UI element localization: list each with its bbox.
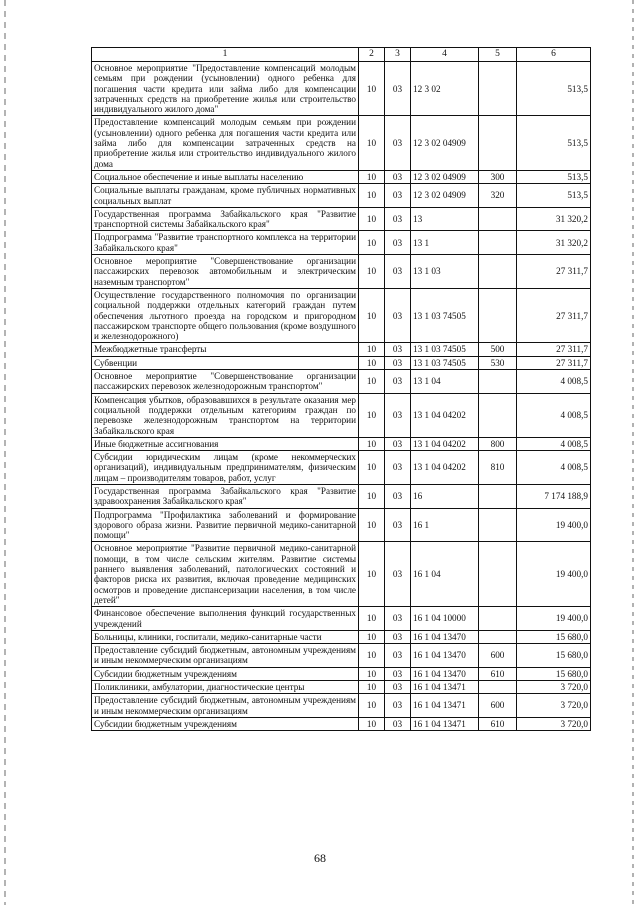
scan-edge-right [632, 0, 634, 905]
row-amount-cell: 4 008,5 [517, 451, 591, 485]
table-row [92, 667, 591, 680]
row-target-article-cell: 12 3 02 04909 [411, 170, 479, 183]
row-expense-type-cell [479, 207, 517, 231]
row-name-cell: Государственная программа Забайкальского края "Развитие здравоохранения Забайкальского края" [92, 484, 359, 508]
row-amount-cell: 4 008,5 [517, 437, 591, 450]
row-subsection-cell: 03 [385, 370, 411, 394]
row-expense-type-cell: 500 [479, 343, 517, 356]
row-section-cell: 10 [359, 207, 385, 231]
row-name-cell: Иные бюджетные ассигнования [92, 437, 359, 450]
row-subsection-cell: 03 [385, 630, 411, 643]
row-name-cell: Основное мероприятие "Совершенствование организации пассажирских перевозок автомобильным и электрическим наземным транспортом" [92, 255, 359, 289]
row-expense-type-cell [479, 542, 517, 607]
row-section-cell: 10 [359, 184, 385, 208]
row-amount-cell: 19 400,0 [517, 508, 591, 542]
row-name-cell: Компенсация убытков, образовавшихся в результате оказания мер социальной поддержки отдельным категориям граждан по перевозке железнодорожным транспортом на территории Забайкальского края [92, 393, 359, 437]
row-name-cell: Подпрограмма "Развитие транспортного комплекса на территории Забайкальского края" [92, 231, 359, 255]
table-row [92, 393, 591, 437]
header-cell-2: 2 [359, 48, 385, 62]
row-expense-type-cell [479, 484, 517, 508]
row-expense-type-cell [479, 255, 517, 289]
row-target-article-cell: 13 1 04 [411, 370, 479, 394]
row-amount-cell: 15 680,0 [517, 644, 591, 668]
row-subsection-cell: 03 [385, 451, 411, 485]
row-subsection-cell: 03 [385, 356, 411, 369]
header-cell-3: 3 [385, 48, 411, 62]
row-name-cell: Государственная программа Забайкальского края "Развитие транспортной системы Забайкальского края" [92, 207, 359, 231]
row-expense-type-cell [479, 62, 517, 116]
row-section-cell: 10 [359, 437, 385, 450]
row-subsection-cell: 03 [385, 170, 411, 183]
row-name-cell: Подпрограмма "Профилактика заболеваний и формирование здорового образа жизни. Развитие первичной медико-санитарной помощи" [92, 508, 359, 542]
row-subsection-cell: 03 [385, 508, 411, 542]
row-section-cell: 10 [359, 370, 385, 394]
row-section-cell: 10 [359, 343, 385, 356]
row-expense-type-cell [479, 116, 517, 170]
row-section-cell: 10 [359, 681, 385, 694]
row-target-article-cell: 13 [411, 207, 479, 231]
row-subsection-cell: 03 [385, 542, 411, 607]
row-expense-type-cell [479, 630, 517, 643]
row-expense-type-cell: 600 [479, 644, 517, 668]
row-section-cell: 10 [359, 644, 385, 668]
row-expense-type-cell: 610 [479, 717, 517, 730]
row-subsection-cell: 03 [385, 343, 411, 356]
budget-table-body [92, 48, 591, 731]
row-target-article-cell: 16 1 04 [411, 542, 479, 607]
header-cell-5: 5 [479, 48, 517, 62]
row-section-cell: 10 [359, 508, 385, 542]
row-subsection-cell: 03 [385, 694, 411, 718]
row-name-cell: Основное мероприятие "Совершенствование организации пассажирских перевозок железнодорожным транспортом" [92, 370, 359, 394]
table-row [92, 207, 591, 231]
header-row [92, 48, 591, 62]
row-target-article-cell: 16 1 04 13470 [411, 630, 479, 643]
row-section-cell: 10 [359, 451, 385, 485]
row-target-article-cell: 13 1 03 74505 [411, 356, 479, 369]
table-row [92, 694, 591, 718]
row-expense-type-cell [479, 288, 517, 342]
row-section-cell: 10 [359, 116, 385, 170]
row-amount-cell: 27 311,7 [517, 343, 591, 356]
row-expense-type-cell [479, 681, 517, 694]
row-section-cell: 10 [359, 667, 385, 680]
row-subsection-cell: 03 [385, 644, 411, 668]
row-amount-cell: 4 008,5 [517, 370, 591, 394]
row-subsection-cell: 03 [385, 484, 411, 508]
row-subsection-cell: 03 [385, 681, 411, 694]
row-target-article-cell: 13 1 04 04202 [411, 451, 479, 485]
row-name-cell: Основное мероприятие "Предоставление компенсаций молодым семьям при рождении (усыновлении) одного ребенка для погашения части кредита или займа либо для компенсации затраченных средств на приобретение жилья или строительство индивидуального жилого дома" [92, 62, 359, 116]
row-name-cell: Больницы, клиники, госпитали, медико-санитарные части [92, 630, 359, 643]
row-name-cell: Субвенции [92, 356, 359, 369]
row-target-article-cell: 16 1 04 13470 [411, 644, 479, 668]
row-name-cell: Социальное обеспечение и иные выплаты населению [92, 170, 359, 183]
row-amount-cell: 513,5 [517, 62, 591, 116]
row-amount-cell: 19 400,0 [517, 542, 591, 607]
table-row [92, 356, 591, 369]
row-name-cell: Субсидии бюджетным учреждениям [92, 667, 359, 680]
row-section-cell: 10 [359, 255, 385, 289]
row-amount-cell: 15 680,0 [517, 667, 591, 680]
table-row [92, 437, 591, 450]
row-expense-type-cell: 600 [479, 694, 517, 718]
row-subsection-cell: 03 [385, 116, 411, 170]
table-row [92, 288, 591, 342]
table-row [92, 607, 591, 631]
row-name-cell: Предоставление субсидий бюджетным, автономным учреждениям и иным некоммерческим организациям [92, 644, 359, 668]
header-cell-4: 4 [411, 48, 479, 62]
table-row [92, 170, 591, 183]
row-amount-cell: 27 311,7 [517, 255, 591, 289]
row-target-article-cell: 13 1 04 04202 [411, 393, 479, 437]
header-cell-6: 6 [517, 48, 591, 62]
row-target-article-cell: 12 3 02 [411, 62, 479, 116]
row-amount-cell: 27 311,7 [517, 288, 591, 342]
table-row [92, 255, 591, 289]
row-target-article-cell: 13 1 03 [411, 255, 479, 289]
row-name-cell: Поликлиники, амбулатории, диагностические центры [92, 681, 359, 694]
budget-table [91, 47, 591, 731]
table-row [92, 231, 591, 255]
row-name-cell: Субсидии бюджетным учреждениям [92, 717, 359, 730]
scan-edge-left [4, 0, 6, 905]
row-expense-type-cell: 320 [479, 184, 517, 208]
row-subsection-cell: 03 [385, 231, 411, 255]
row-target-article-cell: 13 1 03 74505 [411, 288, 479, 342]
table-row [92, 184, 591, 208]
row-name-cell: Субсидии юридическим лицам (кроме некоммерческих организаций), индивидуальным предпринимателям, физическим лицам – производителям товаров, работ, услуг [92, 451, 359, 485]
row-amount-cell: 513,5 [517, 116, 591, 170]
row-name-cell: Межбюджетные трансферты [92, 343, 359, 356]
row-section-cell: 10 [359, 170, 385, 183]
row-name-cell: Предоставление компенсаций молодым семьям при рождении (усыновлении) одного ребенка для погашения части кредита или займа либо для компенсации затраченных средств на приобретение жилья или строительство индивидуального жилого дома [92, 116, 359, 170]
table-row [92, 116, 591, 170]
row-name-cell: Социальные выплаты гражданам, кроме публичных нормативных социальных выплат [92, 184, 359, 208]
row-target-article-cell: 12 3 02 04909 [411, 116, 479, 170]
table-row [92, 343, 591, 356]
row-amount-cell: 513,5 [517, 184, 591, 208]
row-subsection-cell: 03 [385, 717, 411, 730]
row-expense-type-cell [479, 393, 517, 437]
row-expense-type-cell [479, 508, 517, 542]
row-target-article-cell: 13 1 03 74505 [411, 343, 479, 356]
row-section-cell: 10 [359, 717, 385, 730]
row-target-article-cell: 16 1 04 13471 [411, 681, 479, 694]
row-amount-cell: 513,5 [517, 170, 591, 183]
row-target-article-cell: 16 1 04 13471 [411, 694, 479, 718]
row-target-article-cell: 16 [411, 484, 479, 508]
table-row [92, 451, 591, 485]
row-subsection-cell: 03 [385, 62, 411, 116]
row-name-cell: Предоставление субсидий бюджетным, автономным учреждениям и иным некоммерческим организациям [92, 694, 359, 718]
table-row [92, 717, 591, 730]
row-target-article-cell: 16 1 04 13471 [411, 717, 479, 730]
row-subsection-cell: 03 [385, 288, 411, 342]
row-target-article-cell: 16 1 04 13470 [411, 667, 479, 680]
row-amount-cell: 27 311,7 [517, 356, 591, 369]
row-amount-cell: 4 008,5 [517, 393, 591, 437]
row-target-article-cell: 13 1 [411, 231, 479, 255]
row-subsection-cell: 03 [385, 667, 411, 680]
table-row [92, 681, 591, 694]
row-amount-cell: 15 680,0 [517, 630, 591, 643]
table-row [92, 542, 591, 607]
row-section-cell: 10 [359, 393, 385, 437]
row-subsection-cell: 03 [385, 607, 411, 631]
row-amount-cell: 3 720,0 [517, 694, 591, 718]
row-section-cell: 10 [359, 484, 385, 508]
row-target-article-cell: 12 3 02 04909 [411, 184, 479, 208]
table-row [92, 370, 591, 394]
row-section-cell: 10 [359, 607, 385, 631]
row-amount-cell: 7 174 188,9 [517, 484, 591, 508]
row-expense-type-cell: 610 [479, 667, 517, 680]
table-row [92, 630, 591, 643]
table-row [92, 644, 591, 668]
row-subsection-cell: 03 [385, 255, 411, 289]
table-row [92, 508, 591, 542]
row-section-cell: 10 [359, 288, 385, 342]
row-amount-cell: 3 720,0 [517, 681, 591, 694]
row-expense-type-cell [479, 370, 517, 394]
row-subsection-cell: 03 [385, 184, 411, 208]
header-cell-1: 1 [92, 48, 359, 62]
row-subsection-cell: 03 [385, 437, 411, 450]
row-expense-type-cell [479, 231, 517, 255]
row-expense-type-cell [479, 607, 517, 631]
table-row [92, 484, 591, 508]
table-row [92, 62, 591, 116]
row-expense-type-cell: 300 [479, 170, 517, 183]
row-section-cell: 10 [359, 62, 385, 116]
row-subsection-cell: 03 [385, 393, 411, 437]
row-amount-cell: 31 320,2 [517, 207, 591, 231]
row-subsection-cell: 03 [385, 207, 411, 231]
row-section-cell: 10 [359, 542, 385, 607]
row-name-cell: Осуществление государственного полномочия по организации социальной поддержки отдельных категорий граждан путем обеспечения льготного проезда на городском и пригородном пассажирском транспорте общего пользования (кроме воздушного и железнодорожного) [92, 288, 359, 342]
row-target-article-cell: 16 1 [411, 508, 479, 542]
row-amount-cell: 31 320,2 [517, 231, 591, 255]
row-target-article-cell: 16 1 04 10000 [411, 607, 479, 631]
row-section-cell: 10 [359, 630, 385, 643]
row-section-cell: 10 [359, 356, 385, 369]
page-number: 68 [314, 851, 326, 865]
row-expense-type-cell: 530 [479, 356, 517, 369]
row-name-cell: Основное мероприятие "Развитие первичной медико-санитарной помощи, в том числе сельским жителям. Развитие системы раннего выявления заболеваний, патологических состояний и факторов риска их развития, включая проведение медицинских осмотров и проведение диспансеризации населения, в том числе детей" [92, 542, 359, 607]
row-expense-type-cell: 800 [479, 437, 517, 450]
row-section-cell: 10 [359, 231, 385, 255]
row-expense-type-cell: 810 [479, 451, 517, 485]
row-target-article-cell: 13 1 04 04202 [411, 437, 479, 450]
row-name-cell: Финансовое обеспечение выполнения функций государственных учреждений [92, 607, 359, 631]
row-section-cell: 10 [359, 694, 385, 718]
row-amount-cell: 3 720,0 [517, 717, 591, 730]
row-amount-cell: 19 400,0 [517, 607, 591, 631]
